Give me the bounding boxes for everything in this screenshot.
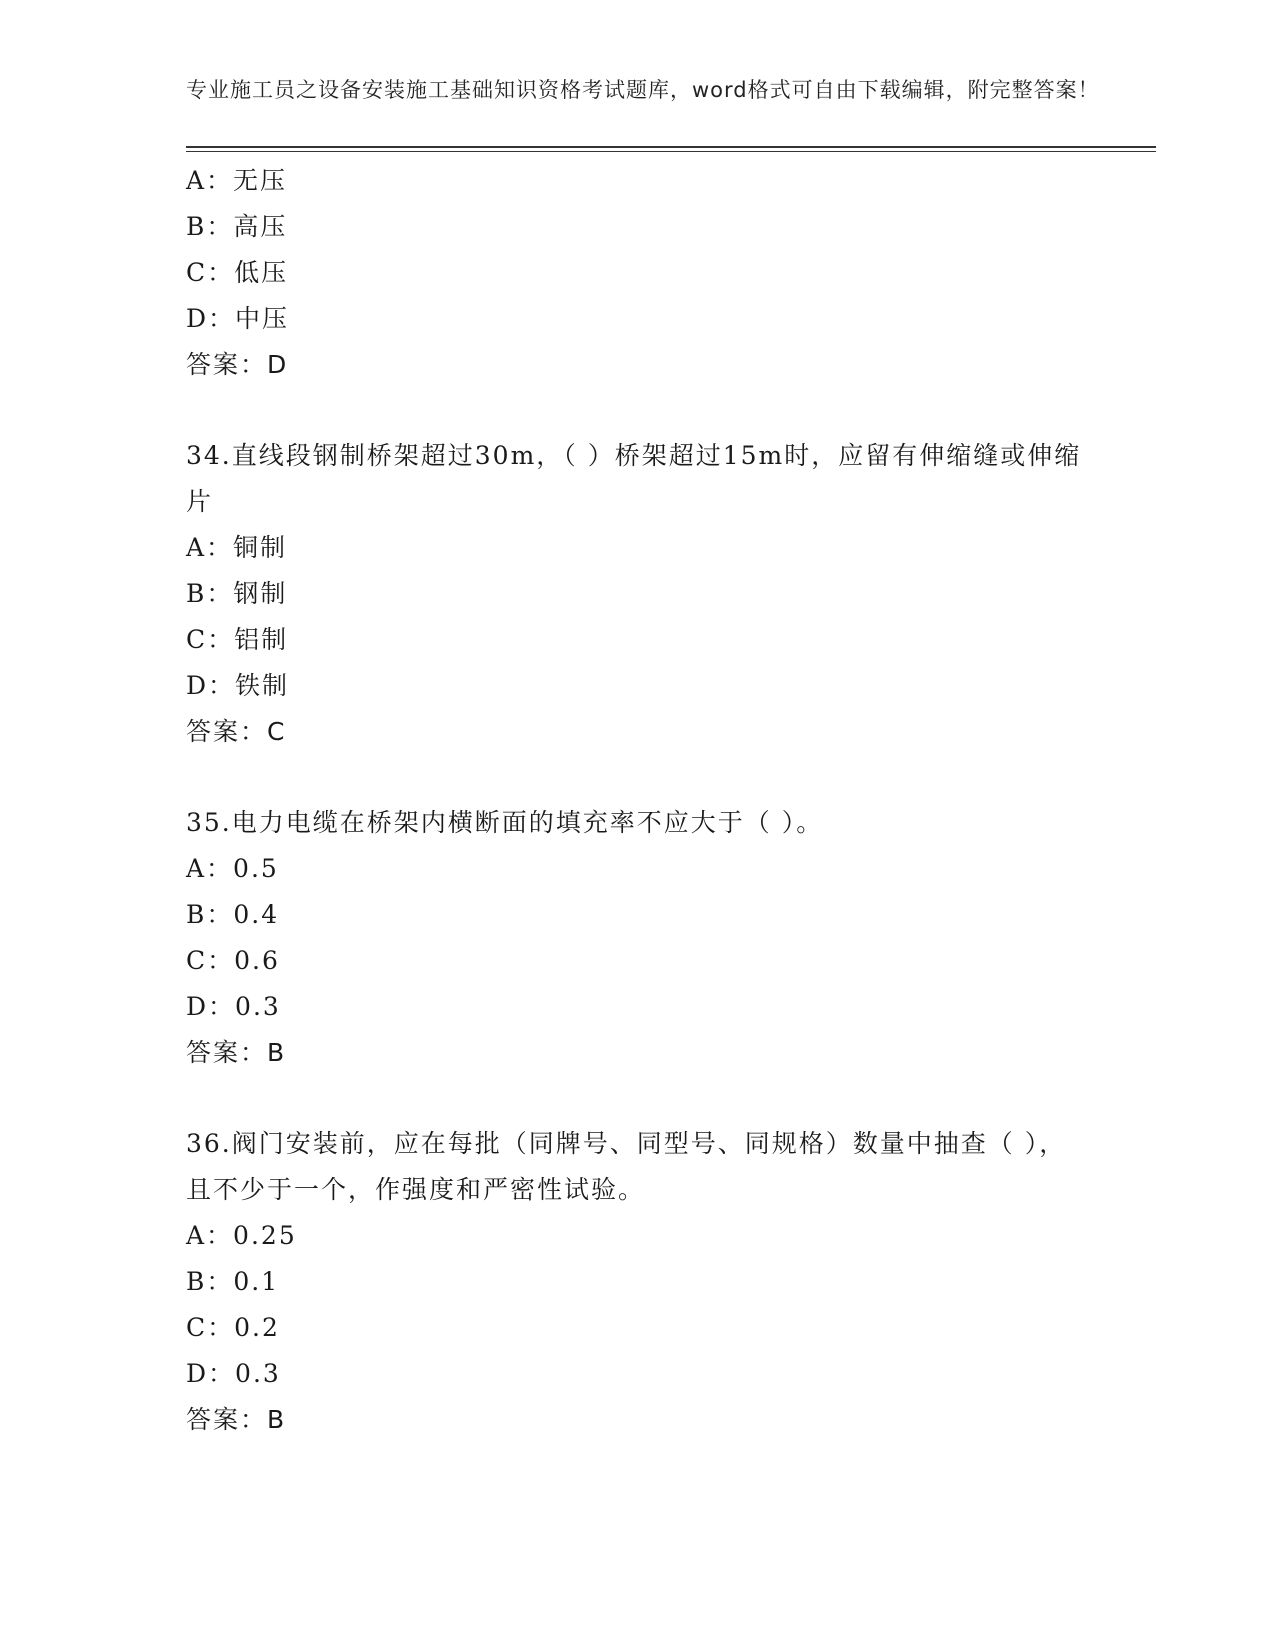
option-b: B：0.4 [186, 900, 280, 929]
option-d: D：中压 [186, 304, 290, 333]
option-a: A：铜制 [186, 533, 288, 562]
option-c: C：铝制 [186, 625, 289, 654]
option-b: B：0.1 [186, 1267, 280, 1296]
document-page [186, 68, 1156, 1443]
question-33-continued [186, 158, 1156, 388]
answer-line: 答案：D [186, 350, 289, 379]
answer-line: 答案：C [186, 717, 287, 746]
option-c: C：低压 [186, 258, 289, 287]
question-36 [186, 1121, 1156, 1443]
option-d: D：0.3 [186, 992, 281, 1021]
question-stem: 35.电力电缆在桥架内横断面的填充率不应大于（ ）。 [186, 808, 824, 837]
answer-line: 答案：B [186, 1405, 287, 1434]
option-a: A：0.25 [186, 1221, 297, 1250]
option-a: A：无压 [186, 166, 288, 195]
question-stem: 34.直线段钢制桥架超过30m，（ ）桥架超过15m时，应留有伸缩缝或伸缩片 [186, 441, 1082, 516]
option-c: C：0.2 [186, 1313, 280, 1342]
question-stem: 36.阀门安装前，应在每批（同牌号、同型号、同规格）数量中抽查（ ），且不少于一个，作强度和严密性试验。 [186, 1129, 1067, 1204]
header-divider [186, 146, 1156, 148]
question-35 [186, 800, 1156, 1076]
question-list [186, 158, 1156, 1443]
answer-line: 答案：B [186, 1038, 287, 1067]
option-b: B：钢制 [186, 579, 288, 608]
question-34 [186, 433, 1156, 755]
option-d: D：0.3 [186, 1359, 281, 1388]
option-c: C：0.6 [186, 946, 280, 975]
option-d: D：铁制 [186, 671, 290, 700]
document-header: 专业施工员之设备安装施工基础知识资格考试题库，word格式可自由下载编辑，附完整答案！ [186, 78, 1100, 102]
option-b: B：高压 [186, 212, 288, 241]
option-a: A：0.5 [186, 854, 279, 883]
